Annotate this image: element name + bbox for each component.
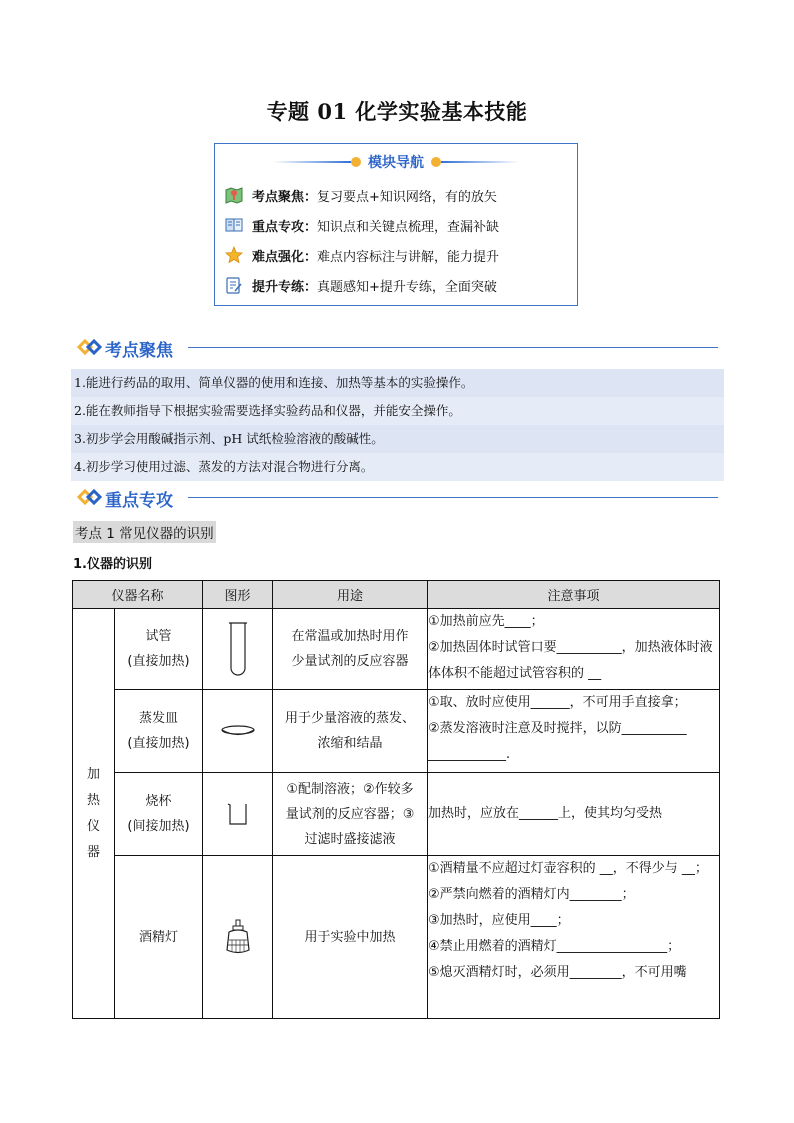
divider <box>188 347 718 348</box>
page-title: 专题 01 化学实验基本技能 <box>266 99 528 124</box>
list-item: 4.初步学习使用过滤、蒸发的方法对混合物进行分离。 <box>71 453 724 481</box>
instrument-figure <box>203 856 273 1019</box>
nav-item-kaodian: 考点聚焦： 复习要点+知识网络，有的放矢 <box>225 184 497 206</box>
divider <box>441 161 519 163</box>
instrument-notes: ①酒精量不应超过灯壶容积的 __，不得少与 __； ②严禁向燃着的酒精灯内________； ③加热时，应使用____； ④禁止用燃着的酒精灯_________________； ⑤熄灭酒精灯时，必须用________，不可用嘴 <box>428 856 720 1019</box>
key-points-list <box>71 369 724 481</box>
nav-item-nandian: 难点强化： 难点内容标注与讲解，能力提升 <box>225 244 499 266</box>
nav-heading <box>215 152 577 172</box>
instrument-name: 烧杯 (间接加热) <box>115 773 203 856</box>
divider <box>188 497 718 498</box>
instrument-use: ①配制溶液；②作较多 量试剂的反应容器；③ 过滤时盛接滤液 <box>273 773 428 856</box>
dot-icon <box>431 157 441 167</box>
column-header: 注意事项 <box>428 581 720 609</box>
list-item: 3.初步学会用酸碱指示剂、pH 试纸检验溶液的酸碱性。 <box>71 425 724 453</box>
section-title: 考点聚焦 <box>105 341 173 361</box>
section-title: 重点专攻 <box>105 491 173 511</box>
kaodian-label: 考点 1 常见仪器的识别 <box>73 521 216 543</box>
alcohol-lamp-icon <box>223 918 253 956</box>
nav-heading-text: 模块导航 <box>368 155 424 171</box>
nav-item-zhongdian: 重点专攻： 知识点和关键点梳理，查漏补缺 <box>225 214 499 236</box>
table-row <box>73 609 720 690</box>
star-icon <box>225 246 243 264</box>
instrument-figure <box>203 609 273 690</box>
group-label: 加 热 仪 器 <box>73 609 115 1019</box>
section-header-zhongdian <box>76 486 718 511</box>
instrument-notes: ①加热前应先____； ②加热固体时试管口要__________，加热液体时液体体积不能超过试管容积的 __ <box>428 609 720 690</box>
instrument-notes: 加热时，应放在______上，使其均匀受热 <box>428 773 720 856</box>
instrument-table <box>72 580 720 1019</box>
book-icon <box>225 216 243 234</box>
diamond-icon <box>76 488 104 506</box>
table-row <box>73 773 720 856</box>
instrument-use: 用于少量溶液的蒸发、 浓缩和结晶 <box>273 690 428 773</box>
evaporating-dish-icon <box>220 724 256 738</box>
diamond-icon <box>76 338 104 356</box>
instrument-use: 在常温或加热时用作 少量试剂的反应容器 <box>273 609 428 690</box>
column-header: 仪器名称 <box>73 581 203 609</box>
map-icon <box>225 186 243 204</box>
table-row <box>73 856 720 1019</box>
instrument-name: 蒸发皿 (直接加热) <box>115 690 203 773</box>
table-header-row <box>73 581 720 609</box>
subsection-title: 1.仪器的识别 <box>73 557 152 572</box>
clipboard-icon <box>225 276 243 294</box>
instrument-name: 试管 (直接加热) <box>115 609 203 690</box>
dot-icon <box>351 157 361 167</box>
column-header: 图形 <box>203 581 273 609</box>
module-navigation-box <box>214 143 578 306</box>
instrument-use: 用于实验中加热 <box>273 856 428 1019</box>
section-header-kaodian <box>76 336 718 361</box>
instrument-figure <box>203 690 273 773</box>
instrument-notes: ①取、放时应使用______，不可用手直接拿； ②蒸发溶液时注意及时搅拌，以防__________ ____________. <box>428 690 720 773</box>
beaker-icon <box>227 802 249 826</box>
table-row <box>73 690 720 773</box>
list-item: 1.能进行药品的取用、简单仪器的使用和连接、加热等基本的实验操作。 <box>71 369 724 397</box>
list-item: 2.能在教师指导下根据实验需要选择实验药品和仪器，并能安全操作。 <box>71 397 724 425</box>
instrument-name: 酒精灯 <box>115 856 203 1019</box>
nav-item-tisheng: 提升专练： 真题感知+提升专练，全面突破 <box>225 274 497 296</box>
instrument-figure <box>203 773 273 856</box>
divider <box>273 161 351 163</box>
column-header: 用途 <box>273 581 428 609</box>
test-tube-icon <box>228 621 248 677</box>
